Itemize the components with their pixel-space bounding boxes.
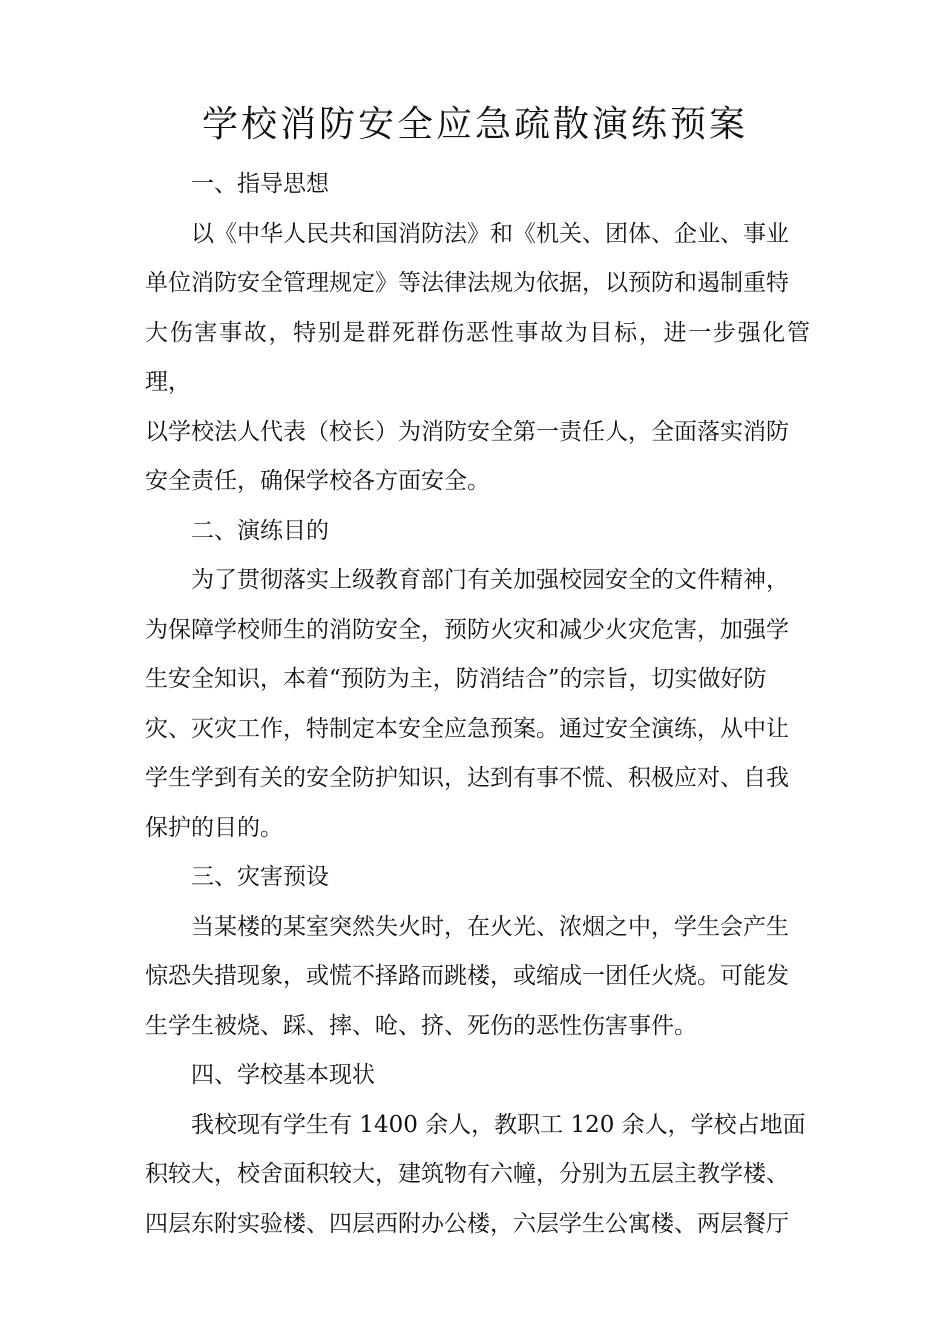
document-body (145, 160, 810, 1249)
document-title: 学校消防安全应急疏散演练预案 (201, 104, 748, 145)
section-heading-school-status: 四、学校基本现状 (191, 1062, 375, 1088)
section-text-school-status: 我校现有学生有 1400 余人，教职工 120 余人，学校占地面 积较大，校舍面积较大，建筑物有六幢，分别为五层主教学楼、 四层东附实验楼、四层西附办公楼，六层学生公寓楼、两层餐厅 (145, 1111, 806, 1237)
section-heading-drill-purpose: 二、演练目的 (191, 517, 329, 544)
section-heading-disaster-scenario: 三、灾害预设 (191, 864, 329, 890)
section-heading-guiding-ideology: 一、指导思想 (191, 171, 329, 197)
section-text-drill-purpose: 为了贯彻落实上级教育部门有关加强校园安全的文件精神， 为保障学校师生的消防安全，预防火灾和减少火灾危害，加强学 生安全知识，本着“预防为主，防消结合”的宗旨，切实做好防 灾、灭灾工作，特制定本安全应急预案。通过安全演练，从中让 学生学到有关的安全防护知识，达到有事不慌、积极应对、自我 保护的目的。 (145, 567, 789, 841)
section-text-guiding-ideology: 以《中华人民共和国消防法》和《机关、团体、企业、事业 单位消防安全管理规定》等法律法规为依据，以预防和遏制重特 大伤害事故，特别是群死群伤恶性事故为目标，进一步强化管理， 以学校法人代表（校长）为消防安全第一责任人，全面落实消防 安全责任，确保学校各方面安全。 (145, 220, 810, 494)
section-text-disaster-scenario: 当某楼的某室突然失火时，在火光、浓烟之中，学生会产生 惊恐失措现象，或慌不择路而跳楼，或缩成一团任火烧。可能发 生学生被烧、踩、摔、呛、挤、死伤的恶性伤害事件。 (145, 913, 789, 1039)
